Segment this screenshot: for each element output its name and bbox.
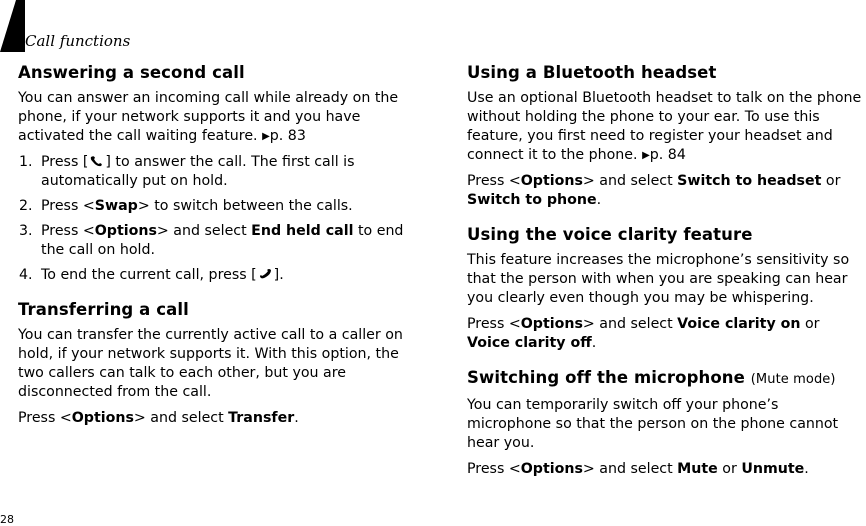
voice-section <box>467 224 866 353</box>
page-header-title: Call functions <box>25 32 131 50</box>
voice-heading: Using the voice clarity feature <box>467 225 753 244</box>
transferring-section <box>18 299 423 428</box>
transferring-heading: Transferring a call <box>18 300 189 319</box>
mute-section <box>467 367 866 479</box>
voice-instruction: Press <Options> and select Voice clarity on or Voice clarity off. <box>467 316 820 351</box>
header-bar <box>0 0 25 52</box>
list-item: 2. Press <Swap> to switch between the calls. <box>19 198 353 214</box>
bluetooth-ref: p. 84 <box>649 147 686 163</box>
end-key-icon <box>257 267 274 281</box>
answering-body: You can answer an incoming call while already on the phone, if your network supports it and you have activated the call waiting feature. ▶p. 83 <box>18 90 399 144</box>
bluetooth-heading: Using a Bluetooth headset <box>467 63 717 82</box>
list-item: 3. Press <Options> and select End held call to end the call on hold. <box>19 223 404 258</box>
list-item: 1. Press [ ] to answer the call. The first call is automatically put on hold. <box>19 154 355 189</box>
mute-heading: Switching off the microphone (Mute mode) <box>467 368 836 387</box>
arrow-right-icon: ▶ <box>642 150 650 161</box>
answering-heading: Answering a second call <box>18 63 245 82</box>
mute-body: You can temporarily switch off your phone’s microphone so that the person on the phone cannot hear you. <box>467 397 839 451</box>
right-column <box>467 62 866 486</box>
voice-body: This feature increases the microphone’s sensitivity so that the person with when you are speaking can hear you clearly even though you may be whispering. <box>467 252 850 306</box>
transferring-instruction: Press <Options> and select Transfer. <box>18 410 299 426</box>
bluetooth-body: Use an optional Bluetooth headset to talk on the phone without holding the phone to your ear. To use this feature, you first need to register your headset and connect it to the phone. ▶p. 84 <box>467 90 862 163</box>
answering-steps <box>18 153 423 285</box>
send-key-icon <box>88 154 105 168</box>
page-number: 28 <box>0 513 14 526</box>
bluetooth-instruction: Press <Options> and select Switch to headset or Switch to phone. <box>467 173 841 208</box>
mute-subtitle: (Mute mode) <box>750 372 836 387</box>
arrow-right-icon: ▶ <box>262 131 270 142</box>
answering-ref: p. 83 <box>269 128 306 144</box>
transferring-body: You can transfer the currently active call to a caller on hold, if your network supports it. With this option, the two callers can talk to each other, but you are disconnected from the call. <box>18 327 403 400</box>
list-item: 4. To end the current call, press [ ]. <box>19 267 284 283</box>
mute-instruction: Press <Options> and select Mute or Unmute. <box>467 461 809 477</box>
left-column <box>18 62 423 435</box>
